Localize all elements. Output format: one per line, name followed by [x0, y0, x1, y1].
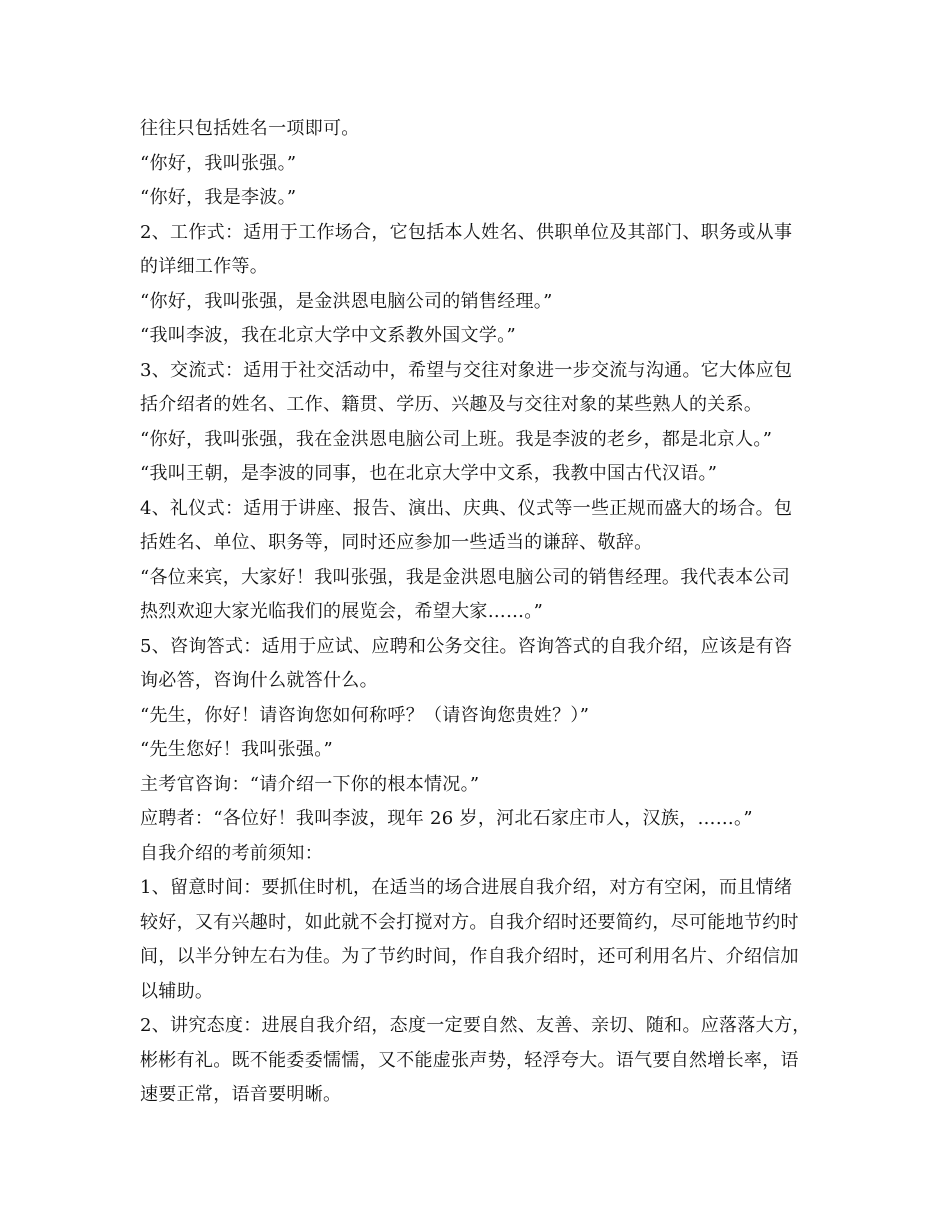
text-line: 2、讲究态度：进展自我介绍，态度一定要自然、友善、亲切、随和。应落落大方，	[140, 1015, 811, 1036]
text-line: 5、咨询答式：适用于应试、应聘和公务交往。咨询答式的自我介绍，应该是有咨	[140, 635, 793, 657]
text-line: 3、交流式：适用于社交活动中，希望与交往对象进一步交流与沟通。它大体应包	[140, 359, 793, 381]
text-line: 应聘者：“各位好！我叫李波，现年 26 岁，河北石家庄市人，汉族，……。”	[140, 808, 753, 829]
text-line: 间，以半分钟左右为佳。为了节约时间，作自我介绍时，还可利用名片、介绍信加	[140, 946, 799, 967]
text-line: “先生您好！我叫张强。”	[140, 739, 334, 760]
text-line: 2、工作式：适用于工作场合，它包括本人姓名、供职单位及其部门、职务或从事	[140, 221, 793, 243]
document-body	[140, 112, 820, 1113]
text-line: “我叫李波，我在北京大学中文系教外国文学。”	[140, 325, 517, 346]
text-line: 自我介绍的考前须知：	[140, 842, 323, 864]
text-line: 彬彬有礼。既不能委委懦懦，又不能虚张声势，轻浮夸大。语气要自然增长率，语	[140, 1049, 799, 1071]
text-line: 往往只包括姓名一项即可。	[140, 118, 360, 139]
text-line: “你好，我叫张强，我在金洪恩电脑公司上班。我是李波的老乡，都是北京人。”	[140, 428, 773, 450]
text-line: 主考官咨询：“请介绍一下你的根本情况。”	[140, 773, 480, 795]
text-line: “你好，我叫张强。”	[140, 152, 297, 174]
text-line: “我叫王朝，是李波的同事，也在北京大学中文系，我教中国古代汉语。”	[140, 463, 718, 484]
text-line: “各位来宾，大家好！我叫张强，我是金洪恩电脑公司的销售经理。我代表本公司	[140, 566, 790, 588]
text-line: “先生，你好！请咨询您如何称呼？（请咨询您贵姓？）”	[140, 704, 590, 726]
text-line: 括介绍者的姓名、工作、籍贯、学历、兴趣及与交往对象的某些熟人的关系。	[140, 394, 763, 415]
text-line: 的详细工作等。	[140, 256, 269, 277]
text-line: 括姓名、单位、职务等，同时还应参加一些适当的谦辞、敬辞。	[140, 532, 653, 553]
text-line: “你好，我是李波。”	[140, 187, 297, 208]
text-line: 询必答，咨询什么就答什么。	[140, 670, 378, 691]
text-line: 以辅助。	[140, 980, 214, 1002]
text-line: 1、留意时间：要抓住时机，在适当的场合进展自我介绍，对方有空闲，而且情绪	[140, 877, 793, 898]
text-line: “你好，我叫张强，是金洪恩电脑公司的销售经理。”	[140, 290, 553, 312]
text-line: 热烈欢迎大家光临我们的展览会，希望大家……。”	[140, 601, 544, 622]
text-line: 较好，又有兴趣时，如此就不会打搅对方。自我介绍时还要简约，尽可能地节约时	[140, 911, 799, 933]
text-line: 4、礼仪式：适用于讲座、报告、演出、庆典、仪式等一些正规而盛大的场合。包	[140, 497, 793, 519]
text-line: 速要正常，语音要明晰。	[140, 1084, 342, 1105]
